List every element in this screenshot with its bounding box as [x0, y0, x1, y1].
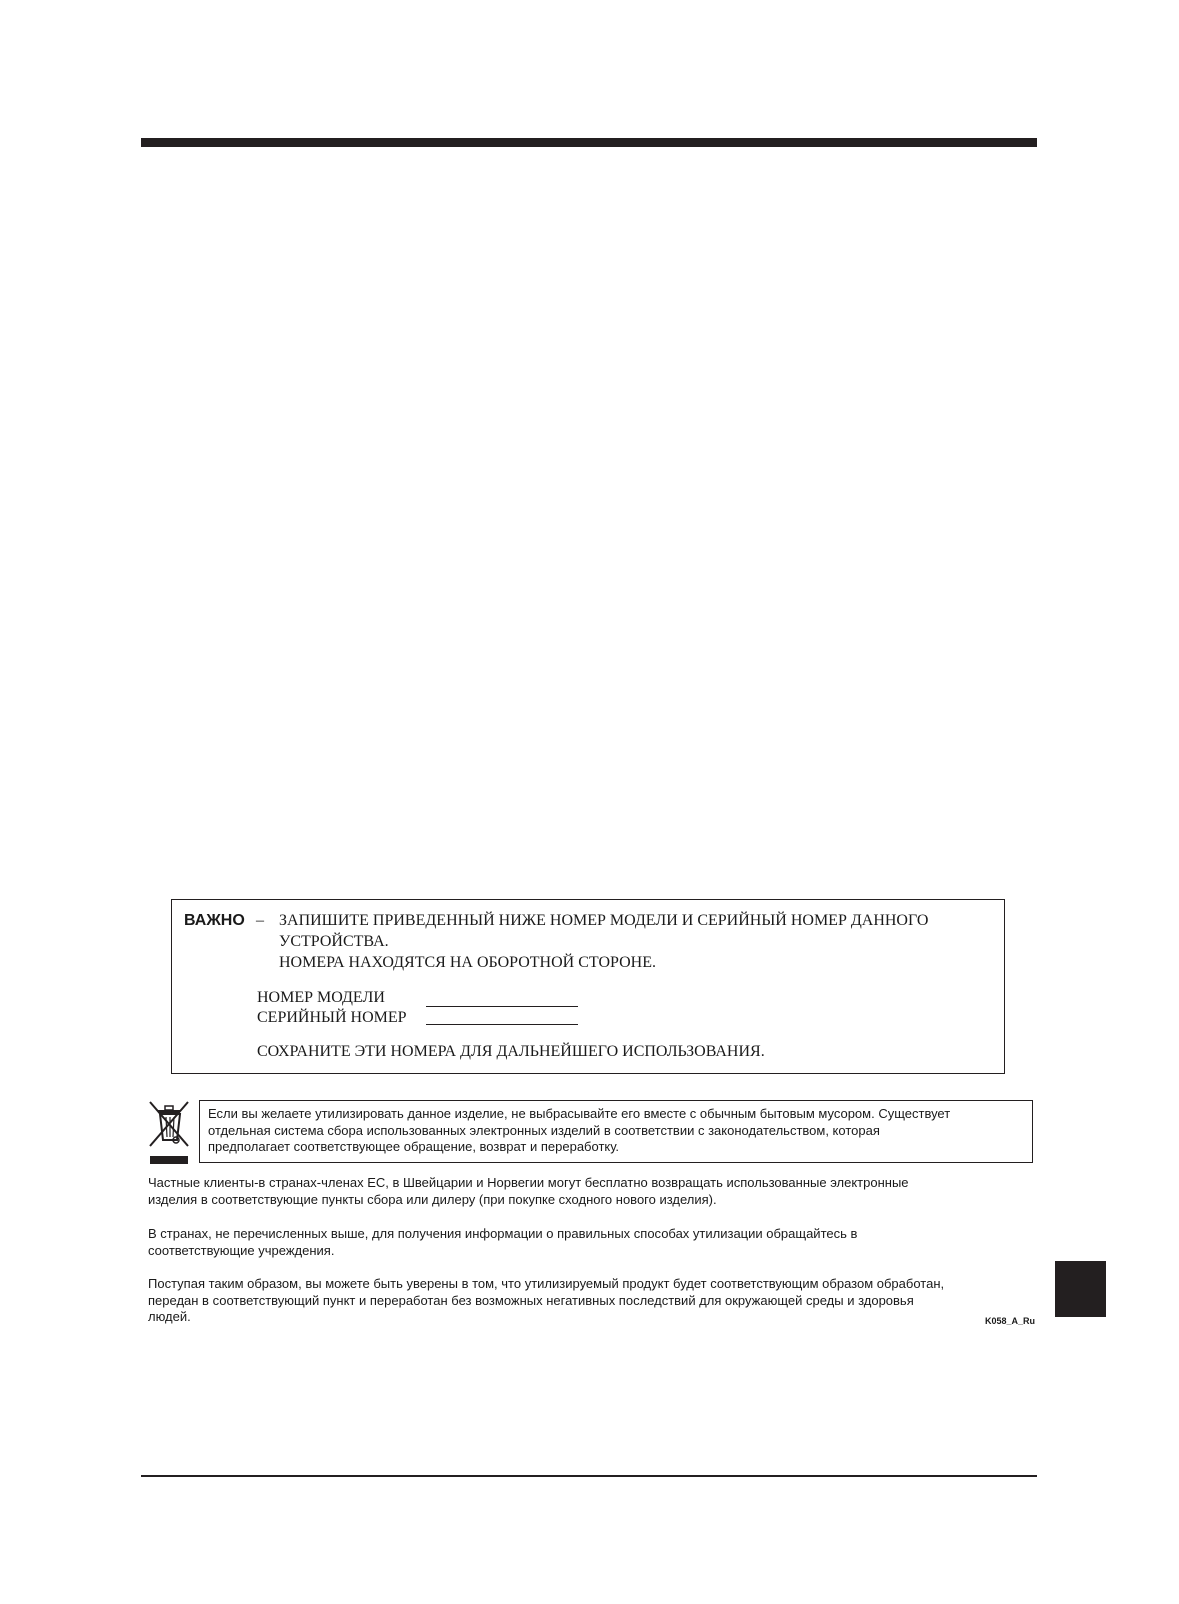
important-text	[279, 910, 979, 973]
serial-number-label: СЕРИЙНЫЙ НОМЕР	[257, 1009, 407, 1026]
important-notice-box	[171, 899, 1005, 1074]
paragraph-line: Частные клиенты-в странах-членах ЕС, в Швейцарии и Норвегии могут бесплатно возвращать использованные электронные	[148, 1175, 909, 1190]
section-tab	[1055, 1261, 1106, 1317]
paragraph-assurance	[148, 1276, 944, 1326]
disposal-notice-box	[199, 1100, 1033, 1163]
disposal-line: Если вы желаете утилизировать данное изделие, не выбрасывайте его вместе с обычным бытовым мусором. Существует	[208, 1106, 951, 1121]
important-dash: –	[256, 912, 264, 929]
paragraph-line: В странах, не перечисленных выше, для получения информации о правильных способах утилизации обращайтесь в	[148, 1226, 858, 1241]
document-code: K058_A_Ru	[984, 1316, 1035, 1326]
important-line: УСТРОЙСТВА.	[279, 933, 389, 950]
important-line: НОМЕРА НАХОДЯТСЯ НА ОБОРОТНОЙ СТОРОНЕ.	[279, 954, 656, 971]
serial-number-blank	[426, 1024, 578, 1025]
keep-numbers-text: СОХРАНИТЕ ЭТИ НОМЕРА ДЛЯ ДАЛЬНЕЙШЕГО ИСПОЛЬЗОВАНИЯ.	[257, 1043, 765, 1060]
paragraph-line: соответствующие учреждения.	[148, 1242, 335, 1258]
paragraph-line: передан в соответствующий пункт и переработан без возможных негативных последствий для окружающей среды и здоровья	[148, 1292, 914, 1308]
model-number-blank	[426, 1006, 578, 1007]
disposal-line: отдельная система сбора использованных электронных изделий в соответствии с законодательством, которая	[208, 1122, 880, 1138]
paragraph-eu-return	[148, 1175, 909, 1208]
paragraph-line: изделия в соответствующие пункты сбора или дилеру (при покупке сходного нового изделия).	[148, 1191, 717, 1207]
disposal-line: предполагает соответствующее обращение, возврат и переработку.	[208, 1139, 620, 1154]
paragraph-line: Поступая таким образом, вы можете быть уверены в том, что утилизируемый продукт будет соответствующим образом обработан,	[148, 1276, 945, 1291]
bottom-rule	[141, 1475, 1037, 1477]
top-rule	[141, 138, 1037, 147]
important-line: ЗАПИШИТЕ ПРИВЕДЕННЫЙ НИЖЕ НОМЕР МОДЕЛИ И СЕРИЙНЫЙ НОМЕР ДАННОГО	[279, 912, 929, 929]
paragraph-line: людей.	[148, 1309, 191, 1324]
important-heading: ВАЖНО	[184, 912, 245, 929]
paragraph-other-countries	[148, 1226, 857, 1259]
model-number-label: НОМЕР МОДЕЛИ	[257, 989, 385, 1006]
crossed-out-wheelie-bin-icon	[147, 1100, 191, 1166]
